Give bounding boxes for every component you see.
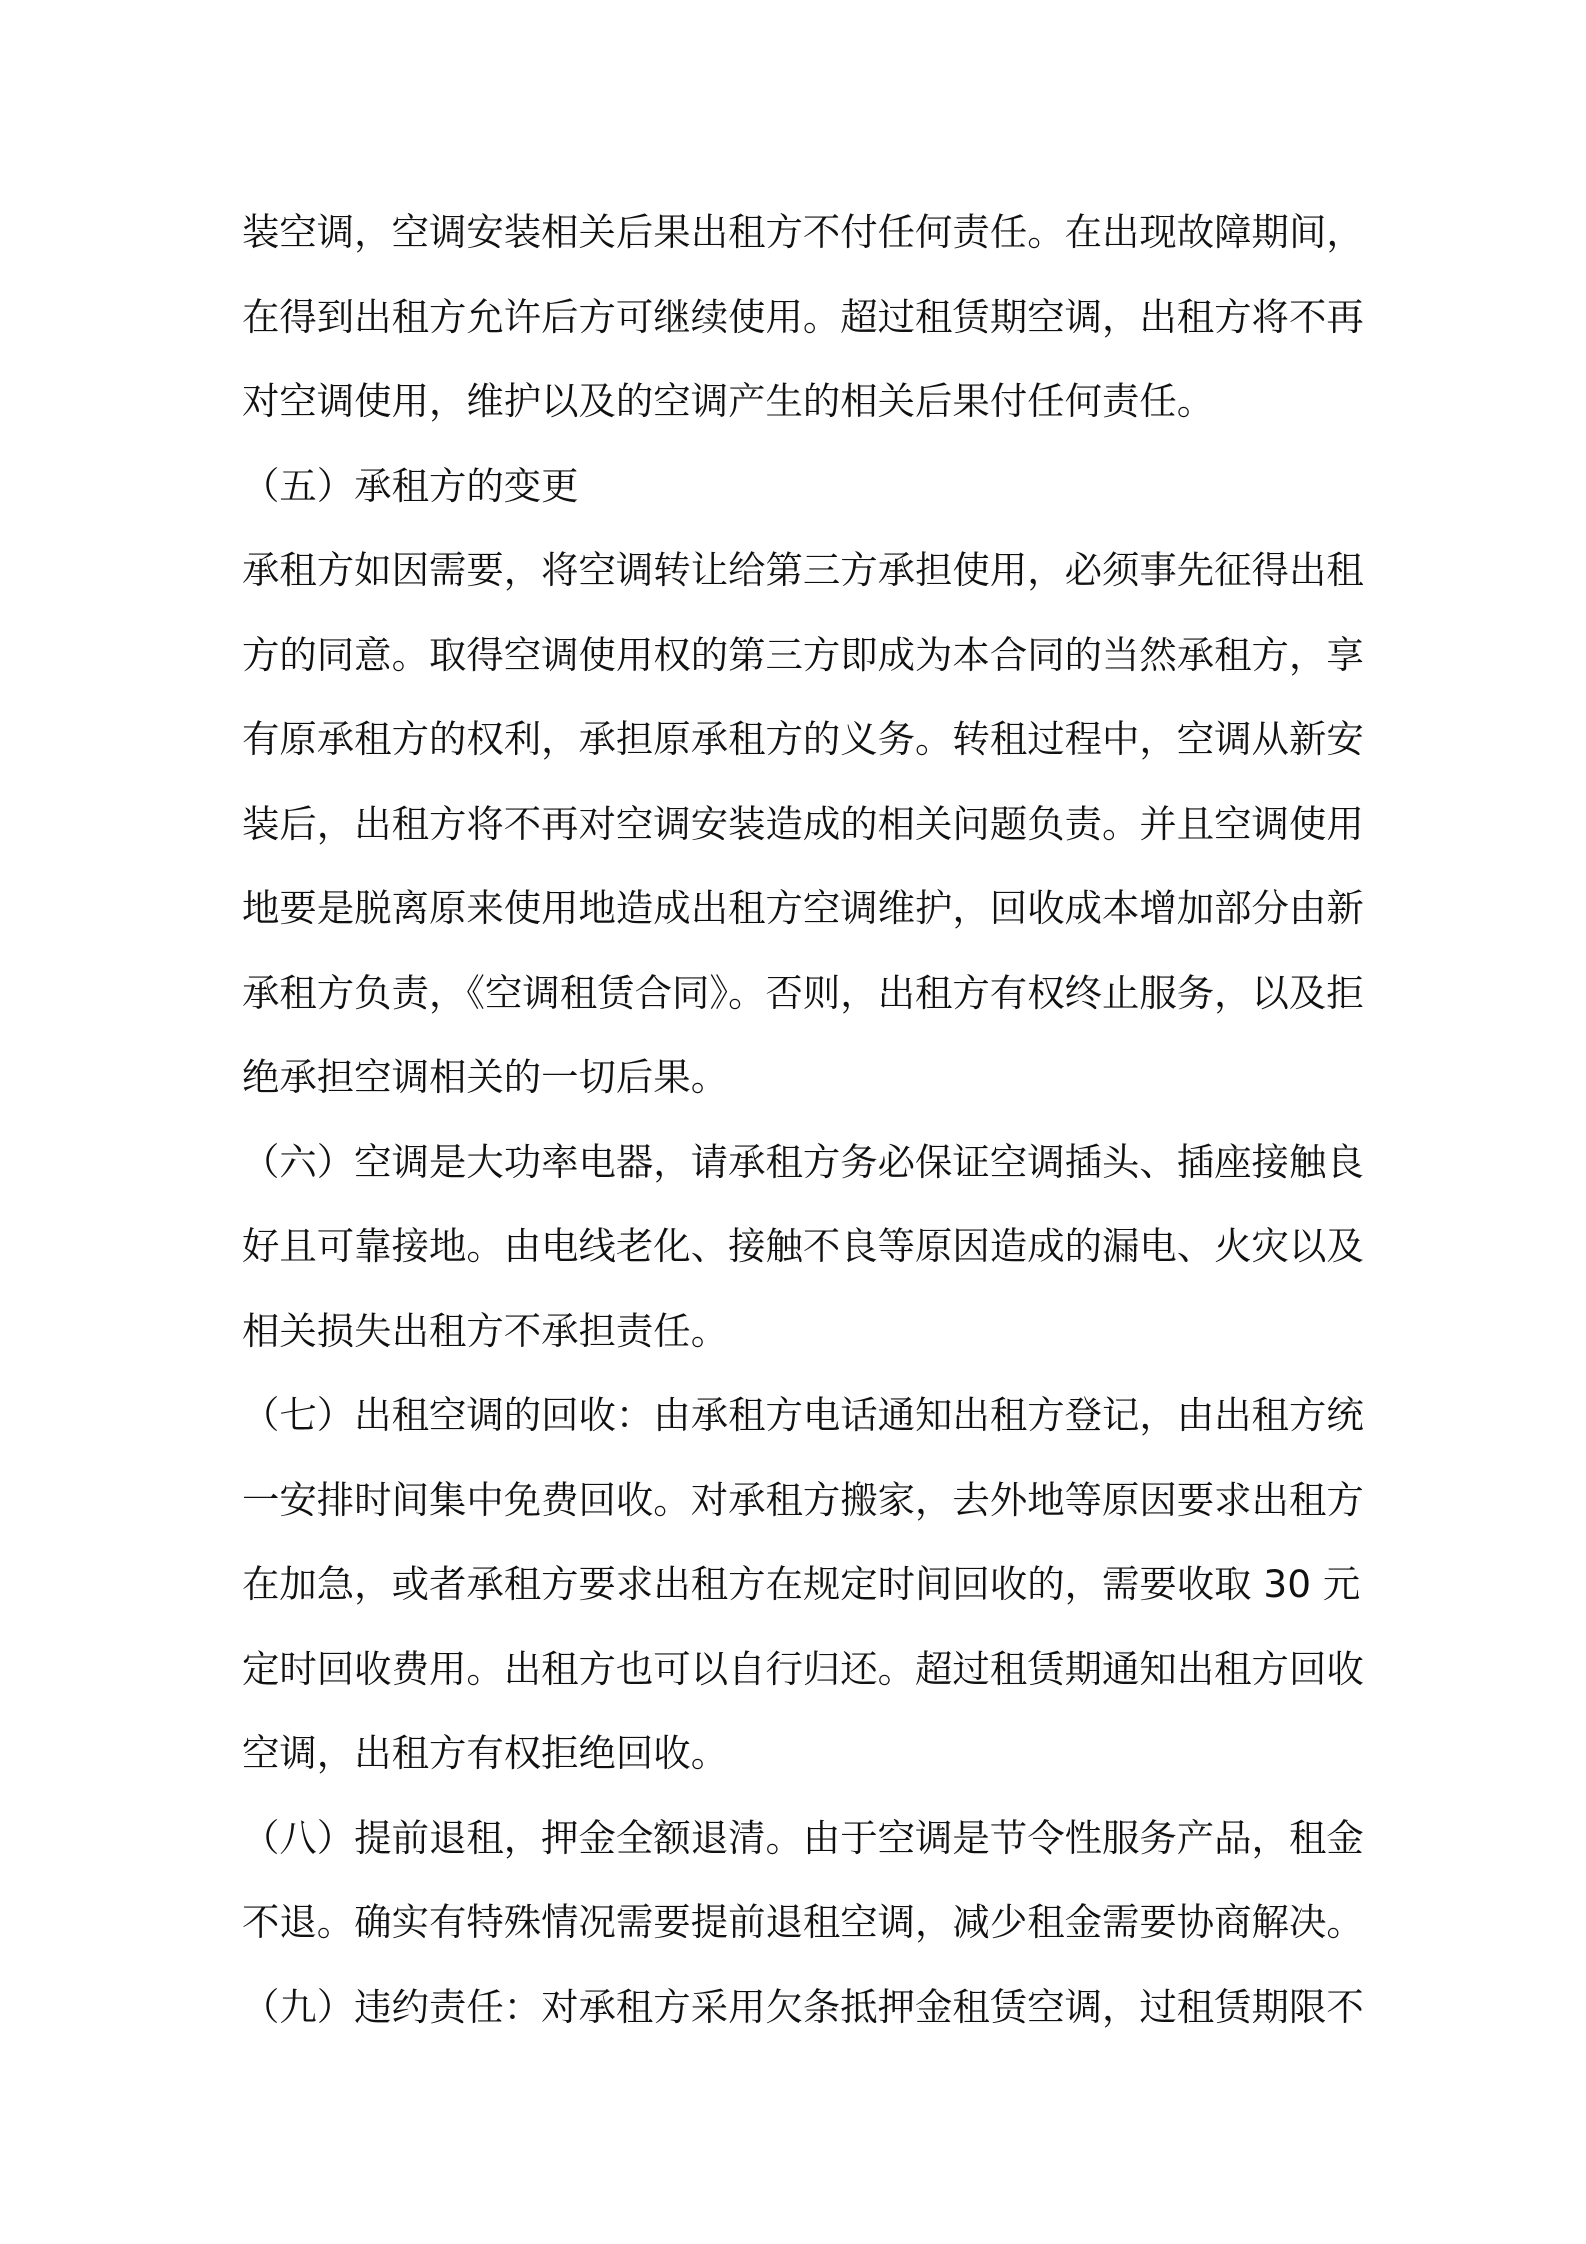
text-line: 空调，出租方有权拒绝回收。 xyxy=(242,1731,729,1775)
text-line: 在加急，或者承租方要求出租方在规定时间回收的，需要收取 30 元 xyxy=(242,1562,1361,1606)
text-line: 不退。确实有特殊情况需要提前退租空调，减少租金需要协商解决。 xyxy=(242,1900,1364,1944)
text-line: 对空调使用，维护以及的空调产生的相关后果付任何责任。 xyxy=(242,379,1215,423)
text-line: 绝承担空调相关的一切后果。 xyxy=(242,1055,729,1099)
text-line: 相关损失出租方不承担责任。 xyxy=(242,1308,729,1353)
document-body xyxy=(242,190,1362,2049)
text-line: 方的同意。取得空调使用权的第三方即成为本合同的当然承租方，享 xyxy=(242,632,1364,677)
text-line: （六）空调是大功率电器，请承租方务必保证空调插头、插座接触良 xyxy=(242,1139,1364,1184)
text-line: 地要是脱离原来使用地造成出租方空调维护，回收成本增加部分由新 xyxy=(242,886,1364,930)
text-line: （九）违约责任：对承租方采用欠条抵押金租赁空调，过租赁期限不 xyxy=(242,1984,1364,2029)
text-line: 装空调，空调安装相关后果出租方不付任何责任。在出现故障期间， xyxy=(242,210,1364,254)
text-line: （八）提前退租，押金全额退清。由于空调是节令性服务产品，租金 xyxy=(242,1815,1364,1860)
text-line: 一安排时间集中免费回收。对承租方搬家，去外地等原因要求出租方 xyxy=(242,1477,1364,1522)
text-line: 在得到出租方允许后方可继续使用。超过租赁期空调，出租方将不再 xyxy=(242,294,1364,339)
text-line: （七）出租空调的回收：由承租方电话通知出租方登记，由出租方统 xyxy=(242,1393,1364,1437)
text-line: 装后，出租方将不再对空调安装造成的相关问题负责。并且空调使用 xyxy=(242,801,1364,846)
text-line: 好且可靠接地。由电线老化、接触不良等原因造成的漏电、火灾以及 xyxy=(242,1224,1364,1268)
section-heading: （五）承租方的变更 xyxy=(242,463,579,508)
text-line: 定时回收费用。出租方也可以自行归还。超过租赁期通知出租方回收 xyxy=(242,1646,1364,1691)
text-line: 承租方负责，《空调租赁合同》。否则，出租方有权终止服务，以及拒 xyxy=(242,970,1364,1015)
text-line: 有原承租方的权利，承担原承租方的义务。转租过程中，空调从新安 xyxy=(242,717,1364,761)
text-line: 承租方如因需要，将空调转让给第三方承担使用，必须事先征得出租 xyxy=(242,548,1364,592)
